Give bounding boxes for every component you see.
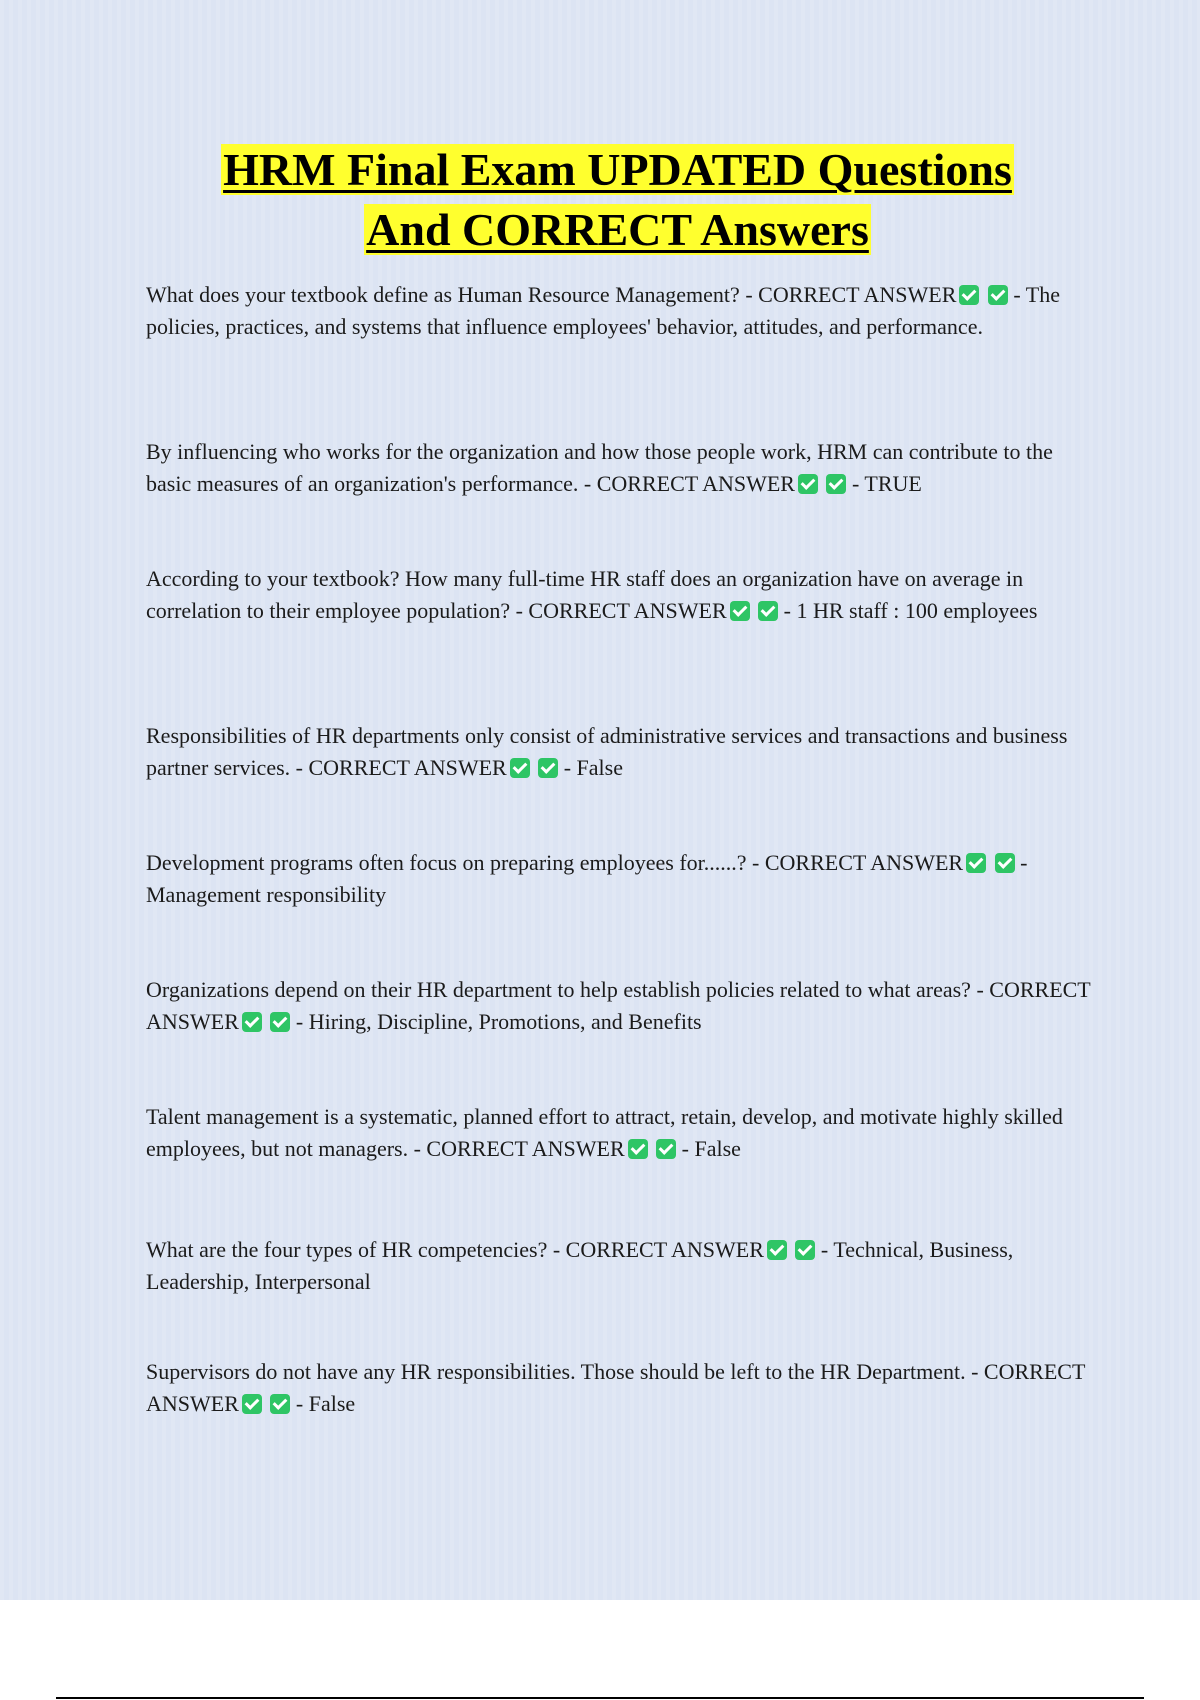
correct-answer-label: - CORRECT ANSWER (745, 282, 957, 307)
question-text: What does your textbook define as Human Resource Management? (146, 282, 740, 307)
question-text: Development programs often focus on preparing employees for......? (146, 850, 747, 875)
question-text: Talent management is a systematic, planned effort to attract, retain, develop, and motivate highly skilled employees, but not managers. (146, 1104, 1063, 1161)
answer-text: - False (563, 755, 623, 780)
question-text: Supervisors do not have any HR responsibilities. Those should be left to the HR Department. (146, 1359, 966, 1384)
title-line-1: HRM Final Exam UPDATED Questions (223, 144, 1012, 195)
qa-item-1 (146, 279, 1091, 343)
check-mark-icon (270, 1012, 290, 1032)
check-mark-icon (628, 1139, 648, 1159)
correct-answer-label: - CORRECT ANSWER (552, 1237, 764, 1262)
qa-item-9 (146, 1356, 1091, 1420)
answer-text: - 1 HR staff : 100 employees (783, 598, 1038, 623)
answer-text: - TRUE (851, 471, 922, 496)
qa-item-5 (146, 847, 1091, 911)
question-text: What are the four types of HR competencies? (146, 1237, 548, 1262)
correct-answer-label: - CORRECT ANSWER (583, 471, 795, 496)
check-mark-icon (826, 474, 846, 494)
check-mark-icon (988, 285, 1008, 305)
check-mark-icon (995, 853, 1015, 873)
question-text: Organizations depend on their HR department to help establish policies related to what areas? (146, 977, 971, 1002)
qa-item-8 (146, 1234, 1091, 1298)
answer-text: - The policies, practices, and systems that influence employees' behavior, attitudes, and performance. (146, 282, 1061, 339)
check-mark-icon (730, 601, 750, 621)
footer-divider (56, 1697, 1144, 1699)
check-mark-icon (242, 1012, 262, 1032)
question-text: According to your textbook? How many full-time HR staff does an organization have on average in correlation to their employee population? (146, 566, 1024, 623)
qa-item-7 (146, 1101, 1091, 1165)
correct-answer-label: - CORRECT ANSWER (515, 598, 727, 623)
question-text: By influencing who works for the organization and how those people work, HRM can contribute to the basic measures of an organization's performance. (146, 439, 1053, 496)
check-mark-icon (798, 474, 818, 494)
correct-answer-label: - CORRECT ANSWER (752, 850, 964, 875)
qa-item-2 (146, 436, 1091, 500)
check-mark-icon (959, 285, 979, 305)
answer-text: - Technical, Business, Leadership, Interpersonal (146, 1237, 1014, 1294)
check-mark-icon (510, 758, 530, 778)
document-title (140, 140, 1095, 260)
check-mark-icon (538, 758, 558, 778)
title-line-2: And CORRECT Answers (366, 204, 869, 255)
answer-text: - Management responsibility (146, 850, 1028, 907)
qa-item-6 (146, 974, 1091, 1038)
question-text: Responsibilities of HR departments only consist of administrative services and transactions and business partner services. (146, 723, 1068, 780)
check-mark-icon (242, 1394, 262, 1414)
correct-answer-label: - CORRECT ANSWER (146, 977, 1091, 1034)
check-mark-icon (270, 1394, 290, 1414)
answer-text: - False (681, 1136, 741, 1161)
answer-text: - False (295, 1391, 356, 1416)
check-mark-icon (656, 1139, 676, 1159)
check-mark-icon (758, 601, 778, 621)
answer-text: - Hiring, Discipline, Promotions, and Benefits (295, 1009, 702, 1034)
check-mark-icon (767, 1240, 787, 1260)
correct-answer-label: - CORRECT ANSWER (146, 1359, 1085, 1416)
correct-answer-label: - CORRECT ANSWER (413, 1136, 625, 1161)
qa-item-3 (146, 563, 1091, 627)
qa-item-4 (146, 720, 1091, 784)
check-mark-icon (966, 853, 986, 873)
check-mark-icon (795, 1240, 815, 1260)
correct-answer-label: - CORRECT ANSWER (295, 755, 507, 780)
